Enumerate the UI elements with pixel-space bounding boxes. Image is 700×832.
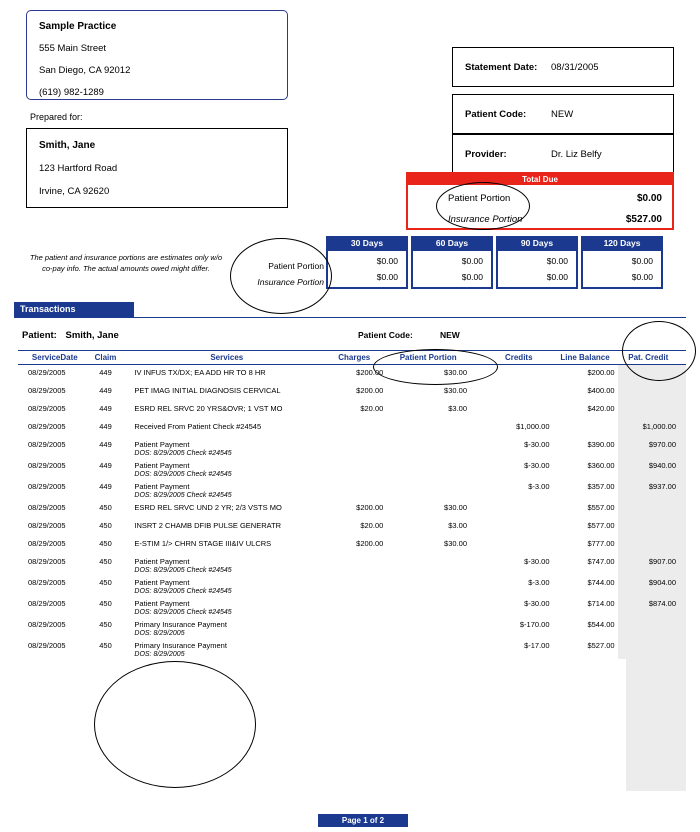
cell-service: Primary Insurance Payment DOS: 8/29/2005 [126, 617, 322, 638]
cell-charges [322, 617, 386, 638]
cell-charges [322, 638, 386, 659]
cell-claim: 449 [99, 440, 112, 449]
cell-patient-portion: $30.00 [444, 539, 467, 548]
cell-service: Patient Payment DOS: 8/29/2005 Check #24545 [126, 458, 322, 479]
cell-patient-portion [386, 437, 485, 458]
service-subtext: DOS: 8/29/2005 Check #24545 [134, 492, 232, 499]
table-row [18, 437, 686, 458]
col-credits: Credits [485, 351, 553, 365]
cell-credits: $1,000.00 [516, 422, 550, 431]
cell-credits: $-17.00 [524, 641, 550, 650]
cell-claim: 449 [99, 404, 112, 413]
cell-line-balance: $400.00 [587, 386, 615, 395]
cell-charges [322, 596, 386, 617]
cell-patient-portion: $3.00 [448, 521, 467, 530]
cell-charges [322, 479, 386, 500]
cell-line-balance: $390.00 [587, 440, 615, 449]
page-footer: Page 1 of 2 [318, 814, 408, 827]
aging-column-60 [411, 236, 493, 289]
cell-credits: $-3.00 [528, 578, 550, 587]
cell-pat-credit [618, 383, 686, 401]
cell-service: ESRD REL SRVC 20 YRS&OVR; 1 VST MO [134, 404, 283, 413]
total-due-insurance-row [408, 209, 672, 230]
cell-charges [322, 458, 386, 479]
statement-date-box [452, 47, 674, 87]
cell-service-date: 08/29/2005 [28, 620, 66, 629]
total-due-patient-value: $0.00 [636, 193, 662, 204]
aging-90-patient: $0.00 [546, 256, 568, 266]
table-row [18, 554, 686, 575]
col-pat-credit: Pat. Credit [618, 351, 686, 365]
cell-service-date: 08/29/2005 [28, 503, 66, 512]
cell-service: Patient Payment DOS: 8/29/2005 Check #24545 [126, 575, 322, 596]
cell-claim: 450 [99, 620, 112, 629]
aging-column-30 [326, 236, 408, 289]
cell-claim: 450 [99, 521, 112, 530]
cell-claim: 450 [99, 599, 112, 608]
cell-line-balance: $714.00 [587, 599, 615, 608]
total-due-title: Total Due [408, 174, 672, 185]
cell-pat-credit: $970.00 [618, 437, 686, 458]
aging-60-insurance: $0.00 [461, 272, 483, 282]
aging-header-30: 30 Days [326, 236, 408, 251]
cell-credits [485, 500, 553, 518]
cell-service-date: 08/29/2005 [28, 482, 66, 491]
total-due-patient-row [408, 185, 672, 209]
cell-line-balance: $527.00 [587, 641, 615, 650]
cell-claim: 449 [99, 386, 112, 395]
cell-line-balance: $557.00 [587, 503, 615, 512]
cell-credits [485, 536, 553, 554]
cell-claim: 449 [99, 461, 112, 470]
cell-pat-credit: $904.00 [618, 575, 686, 596]
cell-credits: $-170.00 [519, 620, 550, 629]
total-due-box [406, 172, 674, 230]
cell-charges: $200.00 [356, 368, 384, 377]
cell-service-date: 08/29/2005 [28, 386, 66, 395]
transactions-table [18, 350, 686, 659]
col-patient-portion: Patient Portion [386, 351, 485, 365]
cell-credits: $-3.00 [528, 482, 550, 491]
cell-patient-portion: $30.00 [444, 368, 467, 377]
patient-code-value: NEW [551, 108, 574, 120]
service-subtext: DOS: 8/29/2005 [134, 630, 185, 637]
aging-label-patient: Patient Portion [268, 261, 324, 271]
cell-patient-portion [386, 419, 485, 437]
table-row [18, 401, 686, 419]
aging-column-90 [496, 236, 578, 289]
transactions-section-title: Transactions [14, 302, 134, 317]
cell-credits: $-30.00 [524, 599, 550, 608]
statement-date-label: Statement Date: [465, 61, 538, 73]
table-row [18, 596, 686, 617]
cell-patient-portion [386, 575, 485, 596]
cell-pat-credit: $937.00 [618, 479, 686, 500]
aging-header-60: 60 Days [411, 236, 493, 251]
cell-service: Patient Payment DOS: 8/29/2005 Check #24545 [126, 437, 322, 458]
total-due-insurance-value: $527.00 [625, 214, 662, 225]
aging-60-patient: $0.00 [461, 256, 483, 266]
cell-credits: $-30.00 [524, 461, 550, 470]
cell-service-date: 08/29/2005 [28, 521, 66, 530]
cell-patient-portion [386, 596, 485, 617]
cell-pat-credit [618, 536, 686, 554]
cell-line-balance: $744.00 [587, 578, 615, 587]
practice-address-1: 555 Main Street [39, 43, 107, 54]
cell-pat-credit [618, 500, 686, 518]
cell-credits: $-30.00 [524, 557, 550, 566]
cell-claim: 449 [99, 482, 112, 491]
aging-120-insurance: $0.00 [631, 272, 653, 282]
cell-claim: 450 [99, 641, 112, 650]
patient-address-1: 123 Hartford Road [39, 163, 118, 174]
cell-claim: 450 [99, 578, 112, 587]
provider-value: Dr. Liz Belfy [551, 148, 602, 160]
table-row [18, 617, 686, 638]
transactions-patient-row [22, 330, 682, 341]
cell-service-date: 08/29/2005 [28, 422, 66, 431]
practice-address-2: San Diego, CA 92012 [39, 65, 131, 76]
cell-charges: $200.00 [356, 503, 384, 512]
practice-name: Sample Practice [39, 21, 117, 32]
prepared-for-label: Prepared for: [30, 112, 83, 122]
cell-patient-portion [386, 638, 485, 659]
cell-service: Patient Payment DOS: 8/29/2005 Check #24545 [126, 554, 322, 575]
total-due-patient-label: Patient Portion [448, 193, 511, 204]
cell-pat-credit: $907.00 [618, 554, 686, 575]
aging-note: The patient and insurance portions are estimates only w/o co-pay info. The actual amounts owed might differ. [29, 253, 223, 274]
cell-charges: $200.00 [356, 539, 384, 548]
practice-info-box [26, 10, 288, 100]
patient-code-box [452, 94, 674, 134]
aging-header-120: 120 Days [581, 236, 663, 251]
cell-line-balance [553, 419, 618, 437]
cell-service: INSRT 2 CHAMB DFIB PULSE GENERATR [134, 521, 282, 530]
service-subtext: DOS: 8/29/2005 Check #24545 [134, 567, 232, 574]
service-subtext: DOS: 8/29/2005 Check #24545 [134, 471, 232, 478]
cell-patient-portion [386, 554, 485, 575]
cell-charges [322, 575, 386, 596]
table-row [18, 365, 686, 384]
cell-pat-credit: $940.00 [618, 458, 686, 479]
cell-charges [322, 419, 386, 437]
cell-service: PET IMAG INITIAL DIAGNOSIS CERVICAL [134, 386, 281, 395]
cell-pat-credit [618, 617, 686, 638]
cell-credits: $-30.00 [524, 440, 550, 449]
cell-charges: $200.00 [356, 386, 384, 395]
table-row [18, 383, 686, 401]
cell-service-date: 08/29/2005 [28, 599, 66, 608]
cell-pat-credit: $874.00 [618, 596, 686, 617]
service-subtext: DOS: 8/29/2005 Check #24545 [134, 588, 232, 595]
aging-label-insurance: Insurance Portion [257, 277, 324, 287]
aging-30-patient: $0.00 [376, 256, 398, 266]
cell-service-date: 08/29/2005 [28, 404, 66, 413]
cell-service-date: 08/29/2005 [28, 539, 66, 548]
practice-phone: (619) 982-1289 [39, 87, 104, 98]
table-row [18, 638, 686, 659]
cell-service: Patient Payment DOS: 8/29/2005 Check #24545 [126, 596, 322, 617]
cell-service: Received From Patient Check #24545 [134, 422, 262, 431]
cell-line-balance: $420.00 [587, 404, 615, 413]
cell-service: Patient Payment DOS: 8/29/2005 Check #24545 [126, 479, 322, 500]
cell-charges: $20.00 [360, 521, 384, 530]
aging-120-patient: $0.00 [631, 256, 653, 266]
cell-charges [322, 554, 386, 575]
patient-code-label: Patient Code: [465, 108, 527, 120]
cell-credits [485, 365, 553, 384]
cell-patient-portion [386, 617, 485, 638]
col-line-balance: Line Balance [553, 351, 618, 365]
col-claim: Claim [85, 351, 127, 365]
cell-charges [322, 437, 386, 458]
col-servicedate: ServiceDate [18, 351, 85, 365]
transactions-divider [14, 317, 686, 318]
table-row [18, 575, 686, 596]
transactions-patient-code-value: NEW [440, 330, 460, 340]
table-row [18, 458, 686, 479]
patient-address-2: Irvine, CA 92620 [39, 186, 110, 197]
cell-line-balance: $357.00 [587, 482, 615, 491]
cell-credits [485, 383, 553, 401]
cell-line-balance: $747.00 [587, 557, 615, 566]
cell-service-date: 08/29/2005 [28, 557, 66, 566]
aging-header-90: 90 Days [496, 236, 578, 251]
table-row [18, 536, 686, 554]
cell-pat-credit [618, 518, 686, 536]
cell-pat-credit [618, 365, 686, 384]
statement-date-value: 08/31/2005 [551, 61, 599, 73]
cell-patient-portion: $30.00 [444, 386, 467, 395]
cell-service-date: 08/29/2005 [28, 641, 66, 650]
table-row [18, 479, 686, 500]
table-header-row [18, 351, 686, 365]
cell-patient-portion [386, 458, 485, 479]
cell-line-balance: $577.00 [587, 521, 615, 530]
cell-credits [485, 518, 553, 536]
service-subtext: DOS: 8/29/2005 Check #24545 [134, 450, 232, 457]
cell-line-balance: $360.00 [587, 461, 615, 470]
patient-name: Smith, Jane [39, 140, 96, 151]
transactions-patient-label: Patient: [22, 330, 57, 341]
annotation-ellipse-patient-payments [94, 661, 256, 788]
aging-90-insurance: $0.00 [546, 272, 568, 282]
col-services: Services [126, 351, 322, 365]
cell-line-balance: $200.00 [587, 368, 615, 377]
patient-info-box [26, 128, 288, 208]
cell-line-balance: $777.00 [587, 539, 615, 548]
service-subtext: DOS: 8/29/2005 Check #24545 [134, 609, 232, 616]
cell-patient-portion [386, 479, 485, 500]
cell-claim: 449 [99, 368, 112, 377]
aging-row-labels [228, 258, 324, 290]
aging-column-120 [581, 236, 663, 289]
cell-pat-credit: $1,000.00 [618, 419, 686, 437]
service-subtext: DOS: 8/29/2005 [134, 651, 185, 658]
cell-line-balance: $544.00 [587, 620, 615, 629]
cell-patient-portion: $30.00 [444, 503, 467, 512]
table-row [18, 419, 686, 437]
aging-30-insurance: $0.00 [376, 272, 398, 282]
cell-service-date: 08/29/2005 [28, 578, 66, 587]
cell-pat-credit [618, 638, 686, 659]
col-charges: Charges [322, 351, 386, 365]
cell-service: Primary Insurance Payment DOS: 8/29/2005 [126, 638, 322, 659]
cell-charges: $20.00 [360, 404, 384, 413]
table-row [18, 500, 686, 518]
cell-claim: 450 [99, 557, 112, 566]
transactions-patient-name: Smith, Jane [65, 330, 119, 341]
cell-patient-portion: $3.00 [448, 404, 467, 413]
cell-service: ESRD REL SRVC UND 2 YR; 2/3 VSTS MO [134, 503, 282, 512]
cell-claim: 450 [99, 539, 112, 548]
cell-service-date: 08/29/2005 [28, 368, 66, 377]
cell-claim: 449 [99, 422, 112, 431]
cell-pat-credit [618, 401, 686, 419]
cell-service: E-STIM 1/> CHRN STAGE III&IV ULCRS [134, 539, 272, 548]
cell-credits [485, 401, 553, 419]
provider-label: Provider: [465, 148, 507, 160]
transactions-patient-code-label: Patient Code: [358, 330, 413, 340]
table-row [18, 518, 686, 536]
total-due-insurance-label: Insurance Portion [448, 214, 523, 225]
table-body [18, 365, 686, 660]
provider-box [452, 134, 674, 174]
cell-claim: 450 [99, 503, 112, 512]
cell-service-date: 08/29/2005 [28, 461, 66, 470]
cell-service-date: 08/29/2005 [28, 440, 66, 449]
cell-service: IV INFUS TX/DX; EA ADD HR TO 8 HR [134, 368, 266, 377]
